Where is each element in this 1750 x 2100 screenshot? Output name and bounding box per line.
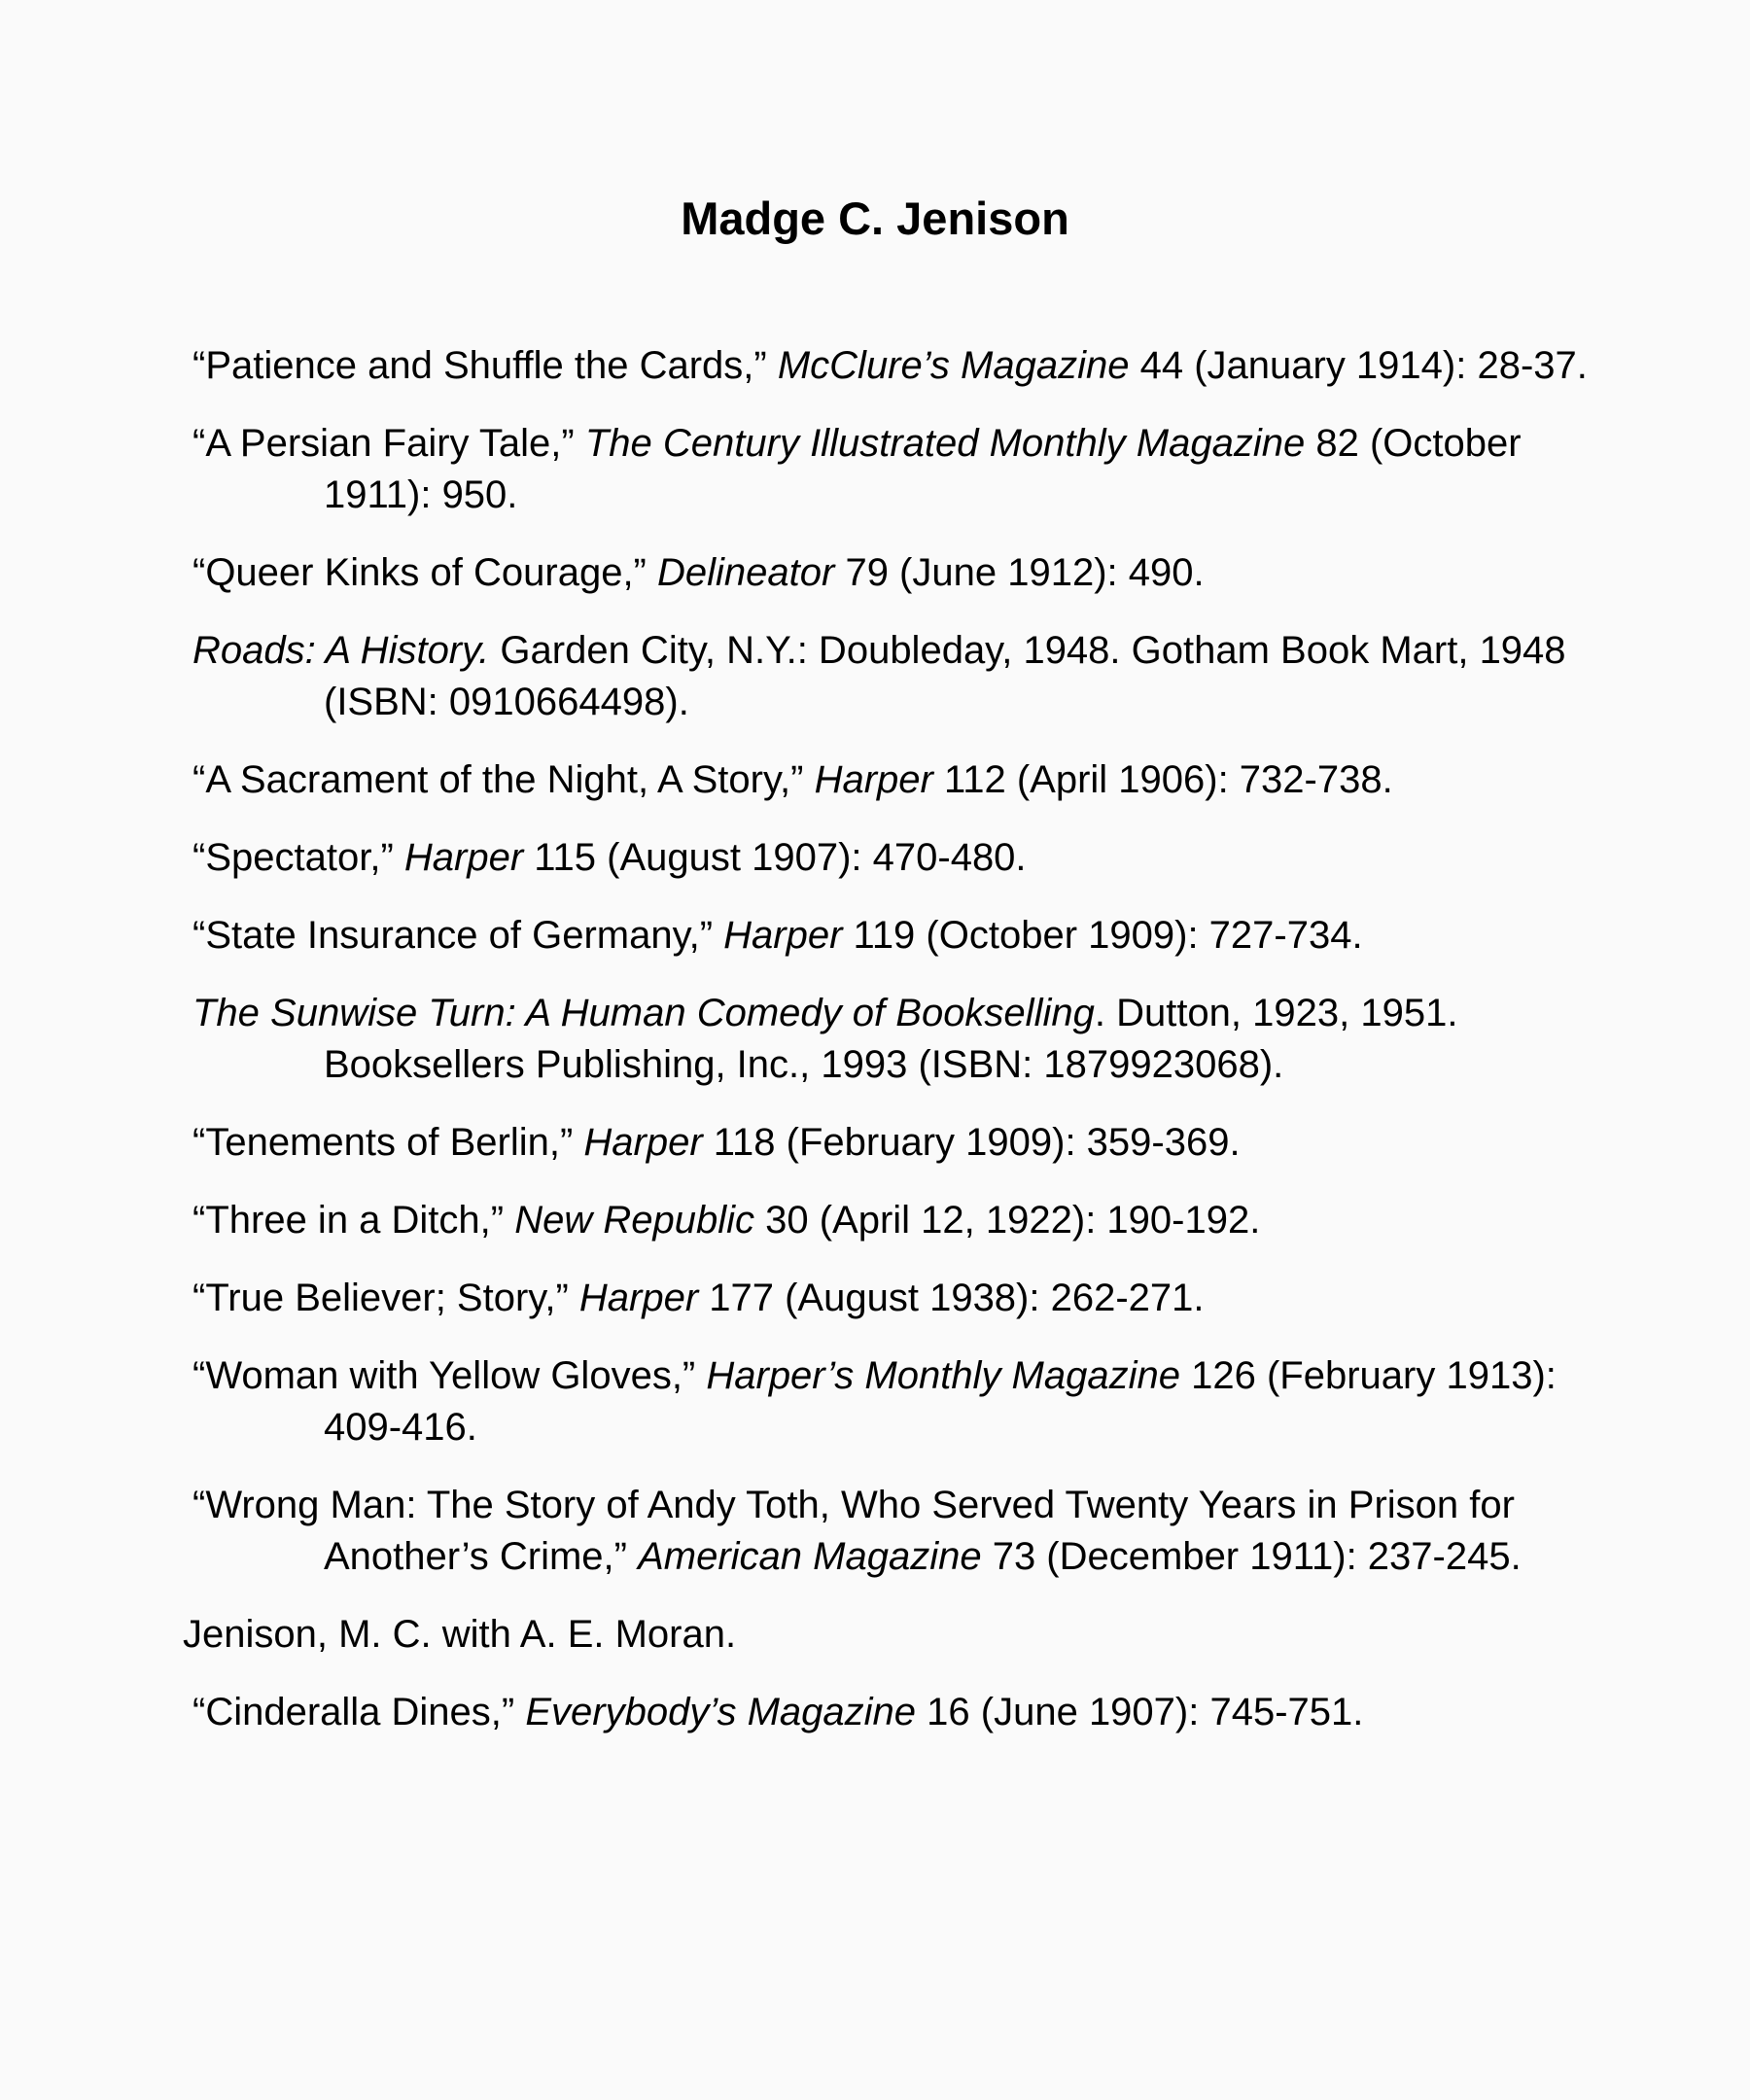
entry-details: . Dutton, 1923, 1951. Booksellers Publishing, Inc., 1993 (ISBN: 1879923068). — [324, 992, 1458, 1086]
entry-details: 79 (June 1912): 490. — [834, 551, 1205, 594]
bibliography-entry — [192, 832, 1592, 884]
bibliography-entry — [192, 988, 1592, 1091]
bibliography-entry — [192, 910, 1592, 962]
entry-publication: Everybody’s Magazine — [525, 1691, 917, 1733]
entry-publication: Harper — [578, 1277, 699, 1319]
entry-title: “Wrong Man: The Story of Andy Toth, Who Served Twenty Years in Prison for Another’s Crime,” — [192, 1484, 1515, 1578]
entry-title: “Cinderalla Dines,” — [192, 1691, 526, 1733]
entry-details: 118 (February 1909): 359-369. — [702, 1121, 1241, 1164]
entry-publication: American Magazine — [638, 1535, 982, 1578]
entry-publication: Delineator — [657, 551, 835, 594]
bibliography-entry — [192, 1117, 1592, 1169]
entry-details: 44 (January 1914): 28-37. — [1129, 344, 1588, 387]
entry-title: “A Sacrament of the Night, A Story,” — [192, 758, 815, 801]
entry-details: 115 (August 1907): 470-480. — [523, 836, 1027, 879]
entry-title: “Queer Kinks of Courage,” — [192, 551, 657, 594]
entry-details: 126 (February 1913): 409-416. — [324, 1354, 1557, 1449]
bibliography-entry — [192, 625, 1592, 728]
entry-title: “Three in a Ditch,” — [192, 1199, 515, 1242]
entry-details: 16 (June 1907): 745-751. — [916, 1691, 1364, 1733]
entry-publication: Harper — [723, 914, 843, 957]
bibliography-entry — [192, 1350, 1592, 1453]
entry-details: 82 (October 1911): 950. — [324, 422, 1522, 516]
entry-details: Garden City, N.Y.: Doubleday, 1948. Gotham Book Mart, 1948 (ISBN: 0910664498). — [324, 629, 1566, 723]
entry-title: “Tenements of Berlin,” — [192, 1121, 584, 1164]
entry-publication: Harper — [814, 758, 933, 801]
entry-publication: Harper — [583, 1121, 703, 1164]
entry-publication: Harper’s Monthly Magazine — [706, 1354, 1180, 1397]
bibliography-entry — [192, 1480, 1592, 1583]
entry-details: 119 (October 1909): 727-734. — [842, 914, 1363, 957]
bibliography-entry — [192, 418, 1592, 521]
bibliography-list — [183, 340, 1592, 1738]
bibliography-entry — [192, 340, 1592, 392]
entry-publication: New Republic — [514, 1199, 754, 1242]
entry-title: “Spectator,” — [192, 836, 404, 879]
entry-publication: Harper — [403, 836, 524, 879]
entry-publication: McClure’s Magazine — [777, 344, 1130, 387]
entry-title: “A Persian Fairy Tale,” — [192, 422, 585, 465]
entry-publication: The Century Illustrated Monthly Magazine — [584, 422, 1306, 465]
entry-title: “Woman with Yellow Gloves,” — [192, 1354, 707, 1397]
entry-details: 73 (December 1911): 237-245. — [981, 1535, 1522, 1578]
bibliography-entry — [192, 1687, 1592, 1738]
bibliography-entry — [192, 547, 1592, 599]
entry-details: 112 (April 1906): 732-738. — [932, 758, 1393, 801]
entry-title: “True Believer; Story,” — [192, 1277, 579, 1319]
entry-details: 177 (August 1938): 262-271. — [698, 1277, 1205, 1319]
entry-details: 30 (April 12, 1922): 190-192. — [754, 1199, 1261, 1242]
bibliography-entry — [192, 1195, 1592, 1246]
coauthor-heading: Jenison, M. C. with A. E. Moran. — [183, 1613, 737, 1656]
bibliography-entry — [192, 1273, 1592, 1324]
page-title: Madge C. Jenison — [681, 192, 1069, 244]
entry-publication: Roads: A History. — [192, 629, 490, 672]
bibliography-entry — [192, 754, 1592, 806]
entry-title: “State Insurance of Germany,” — [192, 914, 724, 957]
entry-title: “Patience and Shuffle the Cards,” — [192, 344, 778, 387]
entry-publication: The Sunwise Turn: A Human Comedy of Bookselling — [192, 992, 1095, 1034]
